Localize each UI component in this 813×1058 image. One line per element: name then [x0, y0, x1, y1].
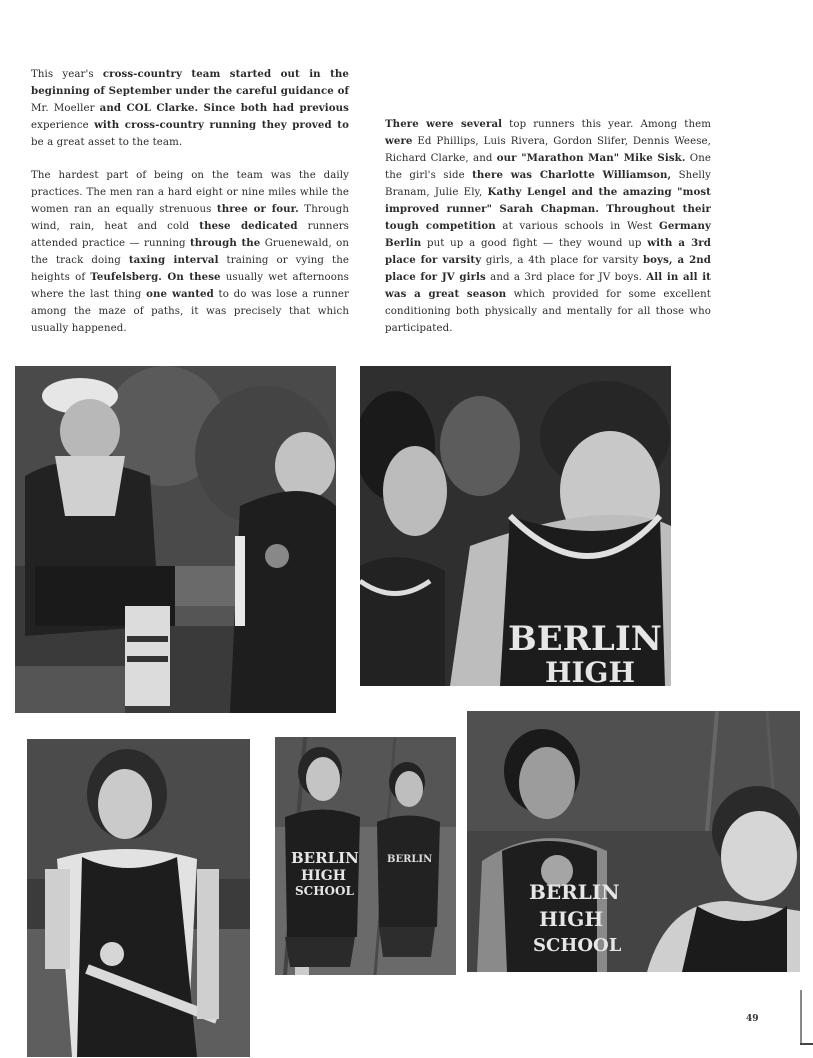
left-paragraph-1	[31, 66, 349, 151]
text-run: cross-country team started out in the beginning of September under the careful guidance of	[31, 68, 349, 97]
text-run: which provided for some excellent conditioning both physically and mentally for all those who participated.	[385, 289, 711, 334]
text-run: at various schools in West	[495, 221, 660, 232]
text-run: our "Marathon Man" Mike Sisk.	[496, 152, 686, 164]
text-run: girls, a 4th place for varsity	[481, 255, 643, 266]
text-run: experience	[31, 120, 95, 131]
text-run: with a 3rd place for varsity	[385, 237, 711, 266]
jersey-text-berlin-p5: BERLIN	[529, 880, 620, 904]
text-run: Gruenewald, on the track doing	[31, 238, 350, 266]
text-run: taxing interval	[128, 254, 219, 266]
text-run: runners attended practice — running	[31, 221, 350, 249]
right-paragraph-1	[385, 116, 711, 337]
text-run: were	[385, 135, 413, 147]
jersey-text-high: HIGH	[545, 656, 635, 686]
text-run: All in all it was a great season	[385, 271, 711, 300]
text-run: Ed Phillips, Luis Rivera, Gordon Slifer, Dennis Weese, Richard Clarke, and	[385, 136, 711, 164]
photo-runners-race	[467, 711, 800, 972]
text-run: The hardest part of being on the team was the daily practices. The men ran a hard eight or nine miles while the women ran an equally strenuous	[31, 170, 349, 215]
text-run: and a 3rd place for JV boys.	[485, 272, 647, 283]
jersey-text-school-left: SCHOOL	[295, 884, 354, 898]
text-run: put up a good fight — they wound up	[421, 238, 648, 249]
photo-coach-and-runner	[15, 366, 336, 713]
text-run: through the	[189, 237, 261, 249]
jersey-text-berlin: BERLIN	[508, 619, 662, 659]
text-run: be a great asset to the team.	[31, 137, 183, 148]
jersey-text-school-p5: SCHOOL	[533, 935, 622, 956]
photo-two-runners-closeup	[360, 366, 671, 686]
page-number: 49	[746, 1014, 759, 1024]
text-run: and COL Clarke. Since both had previous	[99, 102, 350, 114]
text-run: Mr. Moeller	[31, 103, 100, 114]
text-run: boys, a 2nd place for JV girls	[385, 254, 711, 283]
text-run: there was Charlotte Williamson,	[472, 169, 672, 181]
jersey-text-berlin-right: BERLIN	[387, 854, 433, 865]
photo-female-runner	[27, 739, 250, 1057]
left-text-column	[31, 66, 349, 353]
text-run: Kathy Lengel and the amazing "most improved runner" Sarah Chapman. Throughout their tough competition	[385, 186, 711, 232]
text-run: usually wet afternoons where the last thing	[31, 272, 349, 300]
jersey-text-high-left: HIGH	[301, 868, 346, 884]
text-run: to do was lose a runner among the maze of paths, it was precisely that which usually happened.	[31, 289, 349, 334]
text-run: Germany Berlin	[385, 220, 711, 249]
text-run: with cross-country running they proved to	[94, 119, 349, 131]
text-run: three or four.	[216, 203, 299, 215]
right-text-column	[385, 116, 711, 353]
page-edge-tick	[800, 1043, 813, 1045]
text-run: Teufelsberg. On these	[90, 271, 221, 283]
left-paragraph-2	[31, 167, 349, 337]
text-run: One the girl's side	[385, 153, 711, 181]
text-run: top runners this year. Among them	[502, 119, 711, 130]
jersey-text-high-p5: HIGH	[539, 907, 604, 931]
text-run: one wanted	[146, 288, 214, 300]
text-run: Through wind, rain, heat and cold	[31, 204, 349, 232]
jersey-text-berlin-left: BERLIN	[291, 849, 359, 867]
text-run: This year's	[31, 69, 103, 80]
text-run: training or vying the heights of	[31, 255, 349, 283]
text-run: There were several	[385, 118, 503, 130]
photo-two-runners-course	[275, 737, 456, 975]
text-run: Shelly Branam, Julie Ely,	[385, 170, 712, 198]
page-edge-line	[800, 990, 802, 1044]
text-run: these dedicated	[199, 220, 298, 232]
